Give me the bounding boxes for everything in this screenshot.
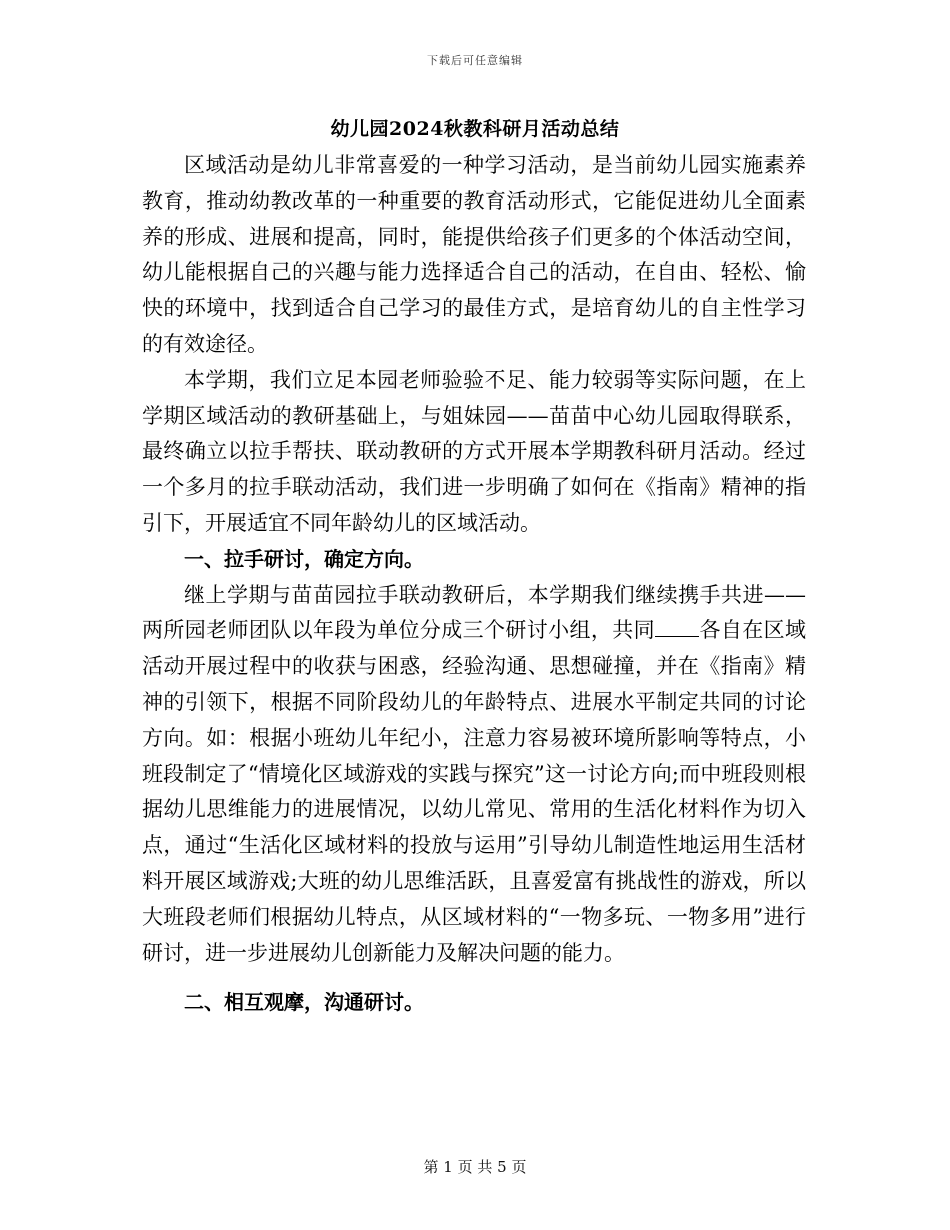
paragraph-section-1	[142, 578, 806, 972]
section-1-text-after-blank: 各自在区域活动开展过程中的收获与困惑，经验沟通、思想碰撞，并在《指南》精神的引领下，根据不同阶段幼儿的年龄特点、进展水平制定共同的讨论方向。如：根据小班幼儿年纪小，注意力容易被环境所影响等特点，小班段制定了“情境化区域游戏的实践与探究”这一讨论方向;而中班段则根据幼儿思维能力的进展情况，以幼儿常见、常用的生活化材料作为切入点，通过“生活化区域材料的投放与运用”引导幼儿制造性地运用生活材料开展区域游戏;大班的幼儿思维活跃，且喜爱富有挑战性的游戏，所以大班段老师们根据幼儿特点，从区域材料的“一物多玩、一物多用”进行研讨，进一步进展幼儿创新能力及解决问题的能力。	[142, 618, 807, 965]
document-body	[142, 148, 806, 1021]
document-title: 幼儿园2024秋教科研月活动总结	[330, 118, 620, 140]
fill-in-blank	[655, 615, 699, 637]
paragraph-semester: 本学期，我们立足本园老师验验不足、能力较弱等实际问题，在上学期区域活动的教研基础上，与姐妹园——苗苗中心幼儿园取得联系，最终确立以拉手帮扶、联动教研的方式开展本学期教科研月活动。经过一个多月的拉手联动活动，我们进一步明确了如何在《指南》精神的指引下，开展适宜不同年龄幼儿的区域活动。	[142, 367, 806, 535]
section-heading-1: 一、拉手研讨，确定方向。	[184, 546, 424, 571]
page-number-footer: 第 1 页 共 5 页	[423, 1158, 527, 1176]
paragraph-intro: 区域活动是幼儿非常喜爱的一种学习活动，是当前幼儿园实施素养教育，推动幼教改革的一种重要的教育活动形式，它能促进幼儿全面素养的形成、进展和提高，同时，能提供给孩子们更多的个体活动空间，幼儿能根据自己的兴趣与能力选择适合自己的活动，在自由、轻松、愉快的环境中，找到适合自己学习的最佳方式，是培育幼儿的自主性学习的有效途径。	[142, 153, 806, 356]
section-1-text-before-blank: 继上学期与苗苗园拉手联动教研后，本学期我们继续携手共进——两所园老师团队以年段为单位分成三个研讨小组，共同	[142, 582, 806, 643]
section-heading-2: 二、相互观摩，沟通研讨。	[184, 990, 424, 1015]
page-header-note: 下载后可任意编辑	[427, 54, 523, 67]
